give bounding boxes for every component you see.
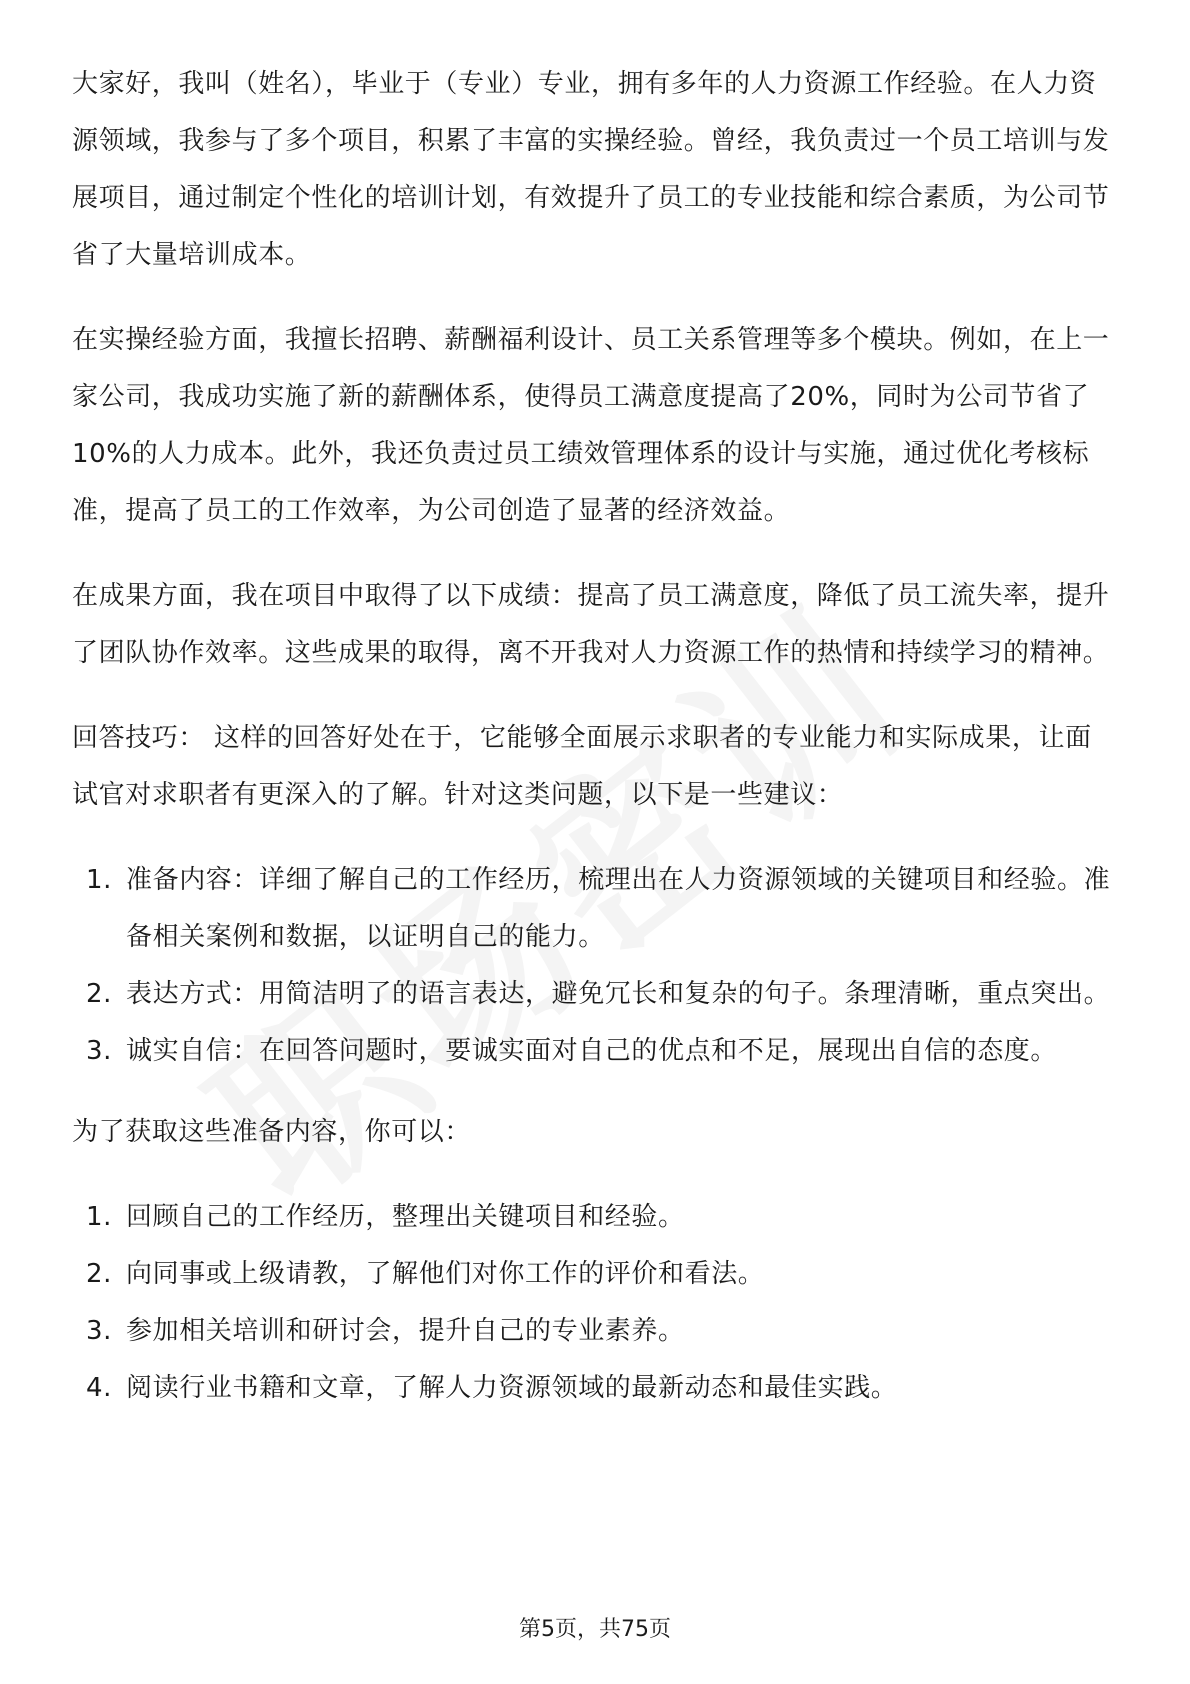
list-item [72, 966, 1118, 1023]
list-item-text: 准备内容：详细了解自己的工作经历，梳理出在人力资源领域的关键项目和经验。准备相关案例和数据，以证明自己的能力。 [126, 865, 1111, 952]
list-item [72, 1360, 1118, 1417]
list-item-number: 3. [86, 1036, 113, 1066]
list-item-text: 向同事或上级请教，了解他们对你工作的评价和看法。 [126, 1259, 765, 1289]
list-item-number: 2. [86, 979, 113, 1009]
document-body [72, 56, 1118, 1441]
page-number: 第5页，共75页 [519, 1617, 671, 1642]
list-item-number: 2. [86, 1259, 113, 1289]
prep-list [72, 1189, 1118, 1417]
paragraph-experience: 在实操经验方面，我擅长招聘、薪酬福利设计、员工关系管理等多个模块。例如，在上一家公司，我成功实施了新的薪酬体系，使得员工满意度提高了20%，同时为公司节省了10%的人力成本。此外，我还负责过员工绩效管理体系的设计与实施，通过优化考核标准，提高了员工的工作效率，为公司创造了显著的经济效益。 [72, 325, 1110, 526]
list-item-text: 表达方式：用简洁明了的语言表达，避免冗长和复杂的句子。条理清晰，重点突出。 [126, 979, 1111, 1009]
list-item [72, 1246, 1118, 1303]
list-item-text: 参加相关培训和研讨会，提升自己的专业素养。 [126, 1316, 685, 1346]
list-item-number: 4. [86, 1373, 113, 1403]
list-item-number: 1. [86, 865, 113, 895]
list-item [72, 1023, 1118, 1080]
list-item-number: 1. [86, 1202, 113, 1232]
paragraph-tips: 回答技巧： 这样的回答好处在于，它能够全面展示求职者的专业能力和实际成果，让面试官对求职者有更深入的了解。针对这类问题，以下是一些建议： [72, 723, 1092, 810]
list-item-number: 3. [86, 1316, 113, 1346]
list-item-text: 阅读行业书籍和文章，了解人力资源领域的最新动态和最佳实践。 [126, 1373, 898, 1403]
paragraph-prep-intro: 为了获取这些准备内容，你可以： [72, 1117, 472, 1147]
tips-list [72, 852, 1118, 1080]
paragraph-results: 在成果方面，我在项目中取得了以下成绩：提高了员工满意度，降低了员工流失率，提升了团队协作效率。这些成果的取得，离不开我对人力资源工作的热情和持续学习的精神。 [72, 581, 1110, 668]
list-item [72, 1303, 1118, 1360]
list-item-text: 回顾自己的工作经历，整理出关键项目和经验。 [126, 1202, 685, 1232]
list-item [72, 1189, 1118, 1246]
list-item [72, 852, 1118, 966]
paragraph-intro: 大家好，我叫（姓名），毕业于（专业）专业，拥有多年的人力资源工作经验。在人力资源领域，我参与了多个项目，积累了丰富的实操经验。曾经，我负责过一个员工培训与发展项目，通过制定个性化的培训计划，有效提升了员工的专业技能和综合素质，为公司节省了大量培训成本。 [72, 69, 1110, 270]
list-item-text: 诚实自信：在回答问题时，要诚实面对自己的优点和不足，展现出自信的态度。 [126, 1036, 1058, 1066]
